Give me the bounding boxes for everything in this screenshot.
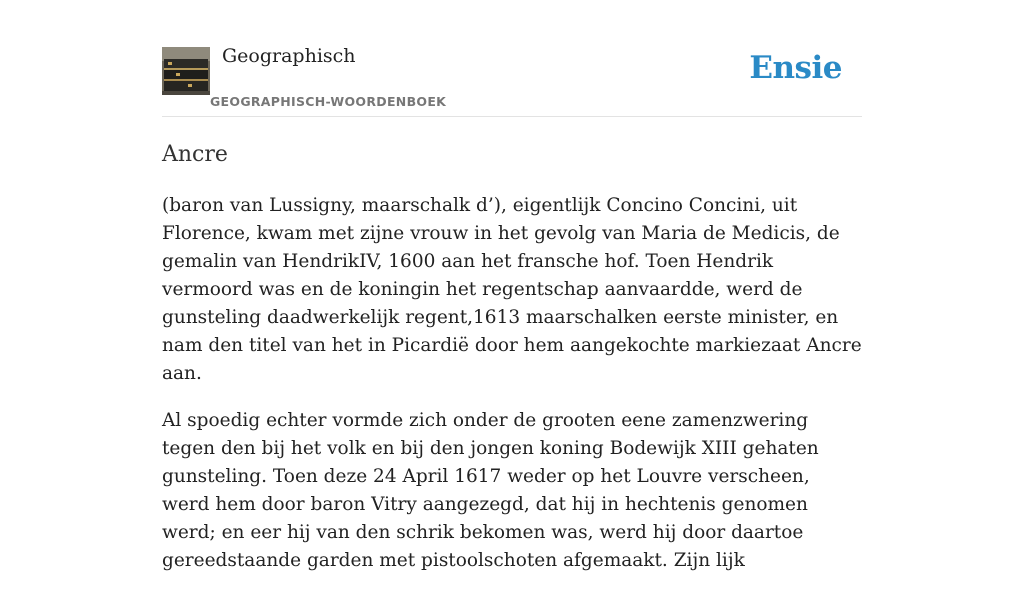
publication-slug[interactable]: GEOGRAPHISCH-WOORDENBOEK <box>210 94 447 109</box>
article-paragraph: Al spoedig echter vormde zich onder de grooten eene zamenzwering tegen den bij het volk en bij den jongen koning Bodewijk XIII gehaten gunsteling. Toen deze 24 April 1617 weder op het Louvre verscheen, werd hem door baron Vitry aangezegd, dat hij in hechtenis genomen werd; en eer hij van den schrik bekomen was, werd hij door daartoe gereedstaande garden met pistoolschoten afgemaakt. Zijn lijk <box>162 410 819 571</box>
publication-title[interactable]: Geographisch <box>222 45 356 67</box>
article <box>162 138 862 594</box>
article-title: Ancre <box>162 142 228 167</box>
ensie-logo[interactable]: Ensie <box>749 50 842 86</box>
book-spines-icon[interactable] <box>162 47 210 95</box>
article-paragraph: (baron van Lussigny, maarschalk d’), eigentlijk Concino Concini, uit Florence, kwam met zijne vrouw in het gevolg van Maria de Medicis, de gemalin van HendrikIV, 1600 aan het fransche hof. Toen Hendrik vermoord was en de koningin het regentschap aanvaardde, werd de gunsteling daadwerkelijk regent,1613 maarschalken eerste minister, en nam den titel van het in Picardië door hem aangekochte markiezaat Ancre aan. <box>162 195 862 384</box>
publication-header <box>162 0 862 117</box>
